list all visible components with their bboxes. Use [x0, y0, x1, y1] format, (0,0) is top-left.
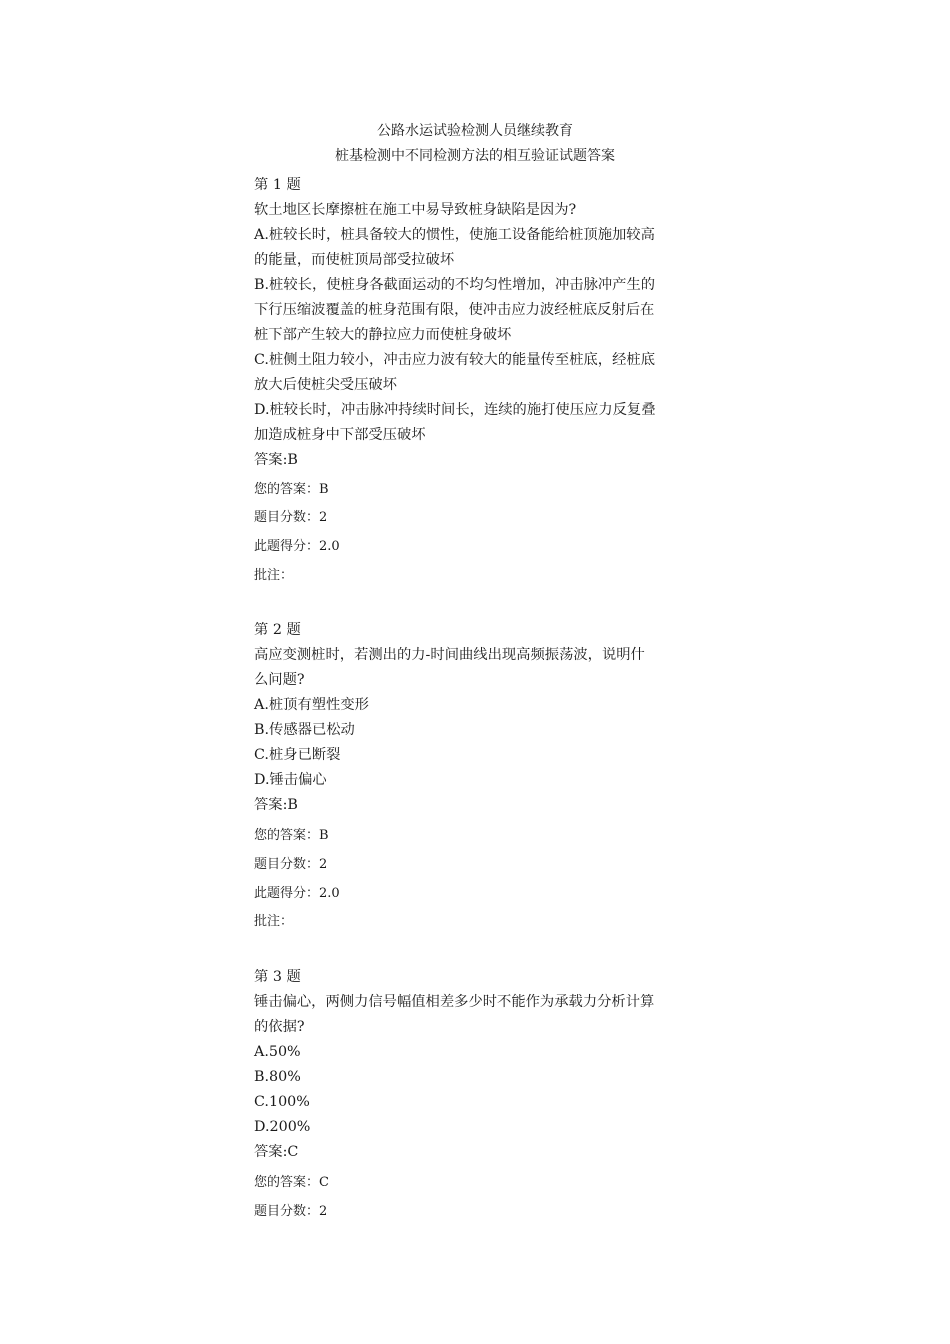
question-score: 题目分数：2 [254, 510, 328, 525]
question-2 [254, 618, 702, 818]
question-number: 第 3 题 [254, 969, 301, 985]
option-b-line: 桩下部产生较大的静拉应力而使桩身破坏 [254, 327, 512, 343]
earned-score: 此题得分：2.0 [254, 886, 340, 901]
question-text: 锤击偏心，两侧力信号幅值相差多少时不能作为承载力分析计算 [254, 994, 655, 1010]
document-title: 公路水运试验检测人员继续教育 [377, 123, 573, 139]
correct-answer: 答案:B [254, 797, 298, 813]
question-text: 高应变测桩时，若测出的力-时间曲线出现高频振荡波，说明什 [254, 647, 645, 663]
option-d-line: D.桩较长时，冲击脉冲持续时间长，连续的施打使压应力反复叠 [254, 402, 656, 418]
correct-answer: 答案:C [254, 1144, 299, 1160]
option-a-line: A.桩较长时，桩具备较大的惯性，使施工设备能给桩顶施加较高 [254, 227, 655, 243]
option-a: A.50% [254, 1044, 301, 1060]
your-answer: 您的答案：B [254, 828, 329, 843]
question-text: 的依据? [254, 1019, 305, 1035]
your-answer: 您的答案：B [254, 482, 329, 497]
document-subtitle: 桩基检测中不同检测方法的相互验证试题答案 [335, 148, 615, 164]
option-c: C.桩身已断裂 [254, 747, 341, 763]
option-b-line: B.桩较长，使桩身各截面运动的不均匀性增加，冲击脉冲产生的 [254, 277, 656, 293]
your-answer: 您的答案：C [254, 1175, 329, 1190]
note-label: 批注： [254, 568, 294, 583]
question-1 [254, 173, 702, 473]
question-3-score [254, 1202, 702, 1222]
question-3-result [254, 1173, 702, 1193]
option-c: C.100% [254, 1094, 310, 1110]
question-score: 题目分数：2 [254, 1204, 328, 1219]
question-score: 题目分数：2 [254, 857, 328, 872]
option-d-line: 加造成桩身中下部受压破坏 [254, 427, 426, 443]
earned-score: 此题得分：2.0 [254, 539, 340, 554]
question-2-result [254, 826, 702, 846]
correct-answer: 答案:B [254, 452, 298, 468]
question-3 [254, 965, 702, 1165]
option-a: A.桩顶有塑性变形 [254, 697, 369, 713]
option-b-line: 下行压缩波覆盖的桩身范围有限，使冲击应力波经桩底反射后在 [254, 302, 655, 318]
option-c-line: 放大后使桩尖受压破坏 [254, 377, 397, 393]
question-1-note [254, 566, 702, 586]
question-text: 么问题? [254, 672, 305, 688]
question-2-got [254, 884, 702, 904]
note-label: 批注： [254, 914, 294, 929]
question-2-note [254, 912, 702, 932]
question-number: 第 1 题 [254, 177, 301, 193]
option-b: B.80% [254, 1069, 301, 1085]
option-c-line: C.桩侧土阻力较小，冲击应力波有较大的能量传至桩底，经桩底 [254, 352, 655, 368]
question-number: 第 2 题 [254, 622, 301, 638]
question-text: 软土地区长摩擦桩在施工中易导致桩身缺陷是因为? [254, 202, 577, 218]
option-a-line: 的能量，而使桩顶局部受拉破坏 [254, 252, 455, 268]
option-b: B.传感器已松动 [254, 722, 355, 738]
option-d: D.200% [254, 1119, 311, 1135]
question-2-score [254, 855, 702, 875]
question-1-result [254, 480, 702, 500]
option-d: D.锤击偏心 [254, 772, 327, 788]
question-1-got [254, 537, 702, 557]
question-1-score [254, 508, 702, 528]
